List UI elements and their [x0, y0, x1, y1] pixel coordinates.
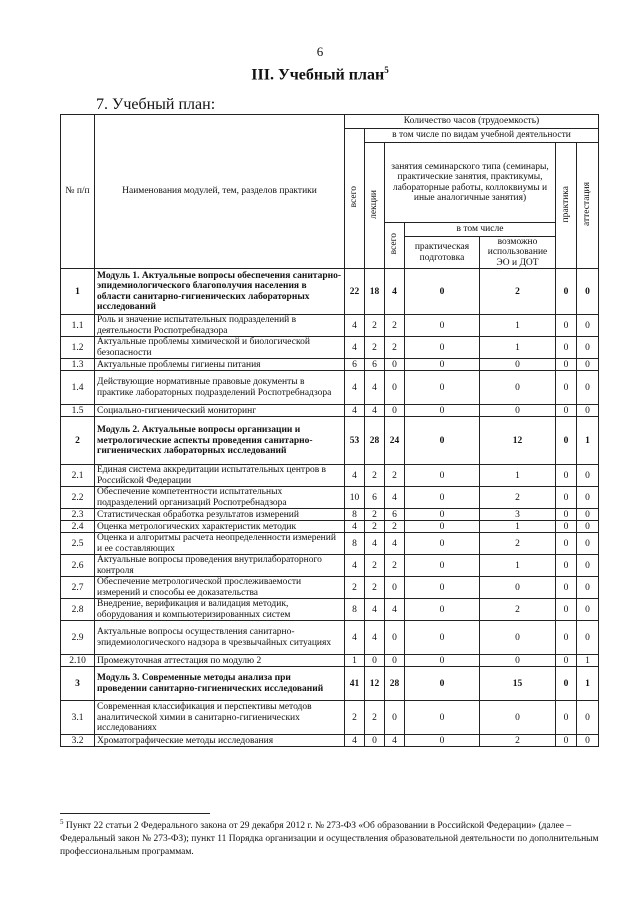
footnote-ref: 5	[60, 818, 64, 826]
plan-title: 7. Учебный план:	[96, 96, 216, 113]
row-num: 2.5	[61, 533, 95, 555]
table-row	[61, 509, 599, 521]
row-name: Современная классификация и перспективы методов аналитической химии в санитарно-гигиенических исследованиях	[95, 701, 345, 735]
row-seminar-total: 0	[385, 577, 405, 599]
table-row	[61, 521, 599, 533]
row-eo-dot: 2	[480, 735, 556, 747]
row-attestation: 0	[577, 533, 599, 555]
row-lectures: 4	[365, 405, 385, 417]
row-lectures: 18	[365, 269, 385, 315]
table-row	[61, 487, 599, 509]
row-seminar-total: 4	[385, 533, 405, 555]
row-practice: 0	[556, 577, 577, 599]
table-row	[61, 555, 599, 577]
header-hours: Количество часов (трудоемкость)	[345, 115, 599, 129]
header-attestation-text: аттестация	[582, 181, 593, 226]
row-attestation: 0	[577, 599, 599, 621]
row-name: Модуль 3. Современные методы анализа при проведении санитарно-гигиенических исследований	[95, 667, 345, 701]
row-eo-dot: 0	[480, 621, 556, 655]
row-seminar-total: 0	[385, 701, 405, 735]
section-title-text: III. Учебный план	[251, 66, 385, 84]
row-name: Единая система аккредитации испытательных центров в Российской Федерации	[95, 465, 345, 487]
row-practice: 0	[556, 533, 577, 555]
row-name: Промежуточная аттестация по модулю 2	[95, 655, 345, 667]
row-practice: 0	[556, 735, 577, 747]
row-seminar-total: 2	[385, 315, 405, 337]
row-practice: 0	[556, 315, 577, 337]
row-practical-training: 0	[405, 533, 480, 555]
row-practice: 0	[556, 599, 577, 621]
row-attestation: 1	[577, 417, 599, 465]
row-total: 2	[345, 701, 365, 735]
row-lectures: 2	[365, 701, 385, 735]
row-seminar-total: 2	[385, 521, 405, 533]
row-practice: 0	[556, 359, 577, 371]
header-seminar: занятия семинарского типа (семинары, практические занятия, практикумы, лабораторные работы, коллоквиумы и иные аналогичные занятия)	[385, 143, 556, 223]
row-lectures: 6	[365, 359, 385, 371]
row-name: Актуальные проблемы гигиены питания	[95, 359, 345, 371]
row-lectures: 0	[365, 655, 385, 667]
row-total: 4	[345, 371, 365, 405]
row-num: 2.9	[61, 621, 95, 655]
header-lectures-text: лекции	[369, 189, 380, 219]
row-eo-dot: 0	[480, 577, 556, 599]
row-lectures: 28	[365, 417, 385, 465]
row-attestation: 1	[577, 667, 599, 701]
row-lectures: 2	[365, 315, 385, 337]
row-lectures: 2	[365, 555, 385, 577]
row-eo-dot: 1	[480, 337, 556, 359]
row-practice: 0	[556, 405, 577, 417]
row-name: Оценка и алгоритмы расчета неопределенности измерений и ее составляющих	[95, 533, 345, 555]
row-name: Социально-гигиенический мониторинг	[95, 405, 345, 417]
row-seminar-total: 4	[385, 735, 405, 747]
row-eo-dot: 0	[480, 655, 556, 667]
row-eo-dot: 0	[480, 371, 556, 405]
row-lectures: 4	[365, 599, 385, 621]
row-name: Обеспечение метрологической прослеживаемости измерений и способы ее доказательства	[95, 577, 345, 599]
row-name: Действующие нормативные правовые документы в практике лабораторных подразделений Роспотребнадзора	[95, 371, 345, 405]
row-num: 3.2	[61, 735, 95, 747]
row-practical-training: 0	[405, 417, 480, 465]
row-practical-training: 0	[405, 555, 480, 577]
header-practical-training: практическая подготовка	[405, 237, 480, 269]
row-name: Роль и значение испытательных подразделений в деятельности Роспотребнадзора	[95, 315, 345, 337]
row-practical-training: 0	[405, 509, 480, 521]
row-attestation: 0	[577, 405, 599, 417]
row-practice: 0	[556, 371, 577, 405]
header-lectures	[365, 143, 385, 269]
footnote-text: Пункт 22 статьи 2 Федерального закона от 29 декабря 2012 г. № 273-ФЗ «Об образовании в Российской Федерации» (далее – Федеральный закон № 273-ФЗ); пункт 11 Порядка организации и осуществления образовательной деятельности по дополнительным профессиональным программам.	[60, 821, 599, 857]
row-lectures: 2	[365, 465, 385, 487]
row-total: 8	[345, 509, 365, 521]
row-num: 3	[61, 667, 95, 701]
header-by-type: в том числе по видам учебной деятельности	[365, 129, 599, 143]
row-lectures: 2	[365, 521, 385, 533]
row-total: 8	[345, 599, 365, 621]
row-num: 2.8	[61, 599, 95, 621]
row-num: 1.1	[61, 315, 95, 337]
row-practice: 0	[556, 337, 577, 359]
table-row	[61, 417, 599, 465]
row-attestation: 0	[577, 337, 599, 359]
row-practical-training: 0	[405, 487, 480, 509]
row-name: Актуальные проблемы химической и биологической безопасности	[95, 337, 345, 359]
row-total: 53	[345, 417, 365, 465]
row-practical-training: 0	[405, 667, 480, 701]
row-seminar-total: 2	[385, 465, 405, 487]
row-name: Статистическая обработка результатов измерений	[95, 509, 345, 521]
header-total	[345, 129, 365, 269]
table-row	[61, 701, 599, 735]
row-lectures: 4	[365, 371, 385, 405]
row-attestation: 0	[577, 621, 599, 655]
row-seminar-total: 2	[385, 337, 405, 359]
row-eo-dot: 2	[480, 269, 556, 315]
header-practice-text: практика	[560, 185, 571, 223]
row-num: 2.10	[61, 655, 95, 667]
row-practice: 0	[556, 555, 577, 577]
row-lectures: 6	[365, 487, 385, 509]
footnote-divider	[60, 813, 210, 814]
row-practical-training: 0	[405, 735, 480, 747]
row-total: 4	[345, 465, 365, 487]
row-seminar-total: 0	[385, 405, 405, 417]
row-attestation: 0	[577, 577, 599, 599]
row-practice: 0	[556, 621, 577, 655]
row-name: Модуль 2. Актуальные вопросы организации и метрологические аспекты проведения санитарно-гигиенических лабораторных исследований	[95, 417, 345, 465]
row-num: 2	[61, 417, 95, 465]
row-total: 1	[345, 655, 365, 667]
row-attestation: 0	[577, 735, 599, 747]
page-number: 6	[316, 44, 324, 59]
row-total: 8	[345, 533, 365, 555]
row-total: 4	[345, 555, 365, 577]
row-practical-training: 0	[405, 371, 480, 405]
row-practical-training: 0	[405, 655, 480, 667]
row-eo-dot: 1	[480, 555, 556, 577]
row-practical-training: 0	[405, 359, 480, 371]
table-row	[61, 337, 599, 359]
row-practice: 0	[556, 509, 577, 521]
row-name: Оценка метрологических характеристик методик	[95, 521, 345, 533]
row-num: 1.5	[61, 405, 95, 417]
row-name: Внедрение, верификация и валидация методик, оборудования и компьютеризированных систем	[95, 599, 345, 621]
row-name: Обеспечение компетентности испытательных подразделений организаций Роспотребнадзора	[95, 487, 345, 509]
row-seminar-total: 0	[385, 655, 405, 667]
table-row	[61, 577, 599, 599]
row-total: 22	[345, 269, 365, 315]
row-name: Хроматографические методы исследования	[95, 735, 345, 747]
row-total: 4	[345, 405, 365, 417]
row-seminar-total: 0	[385, 359, 405, 371]
row-num: 2.2	[61, 487, 95, 509]
row-attestation: 0	[577, 555, 599, 577]
row-seminar-total: 4	[385, 487, 405, 509]
row-eo-dot: 1	[480, 521, 556, 533]
row-eo-dot: 2	[480, 533, 556, 555]
row-total: 6	[345, 359, 365, 371]
table-row	[61, 315, 599, 337]
row-attestation: 0	[577, 521, 599, 533]
row-attestation: 1	[577, 655, 599, 667]
row-lectures: 2	[365, 337, 385, 359]
row-attestation: 0	[577, 487, 599, 509]
row-lectures: 2	[365, 509, 385, 521]
table-row	[61, 269, 599, 315]
header-including: в том числе	[405, 223, 556, 237]
row-seminar-total: 2	[385, 555, 405, 577]
row-total: 4	[345, 521, 365, 533]
table-row	[61, 655, 599, 667]
row-practical-training: 0	[405, 315, 480, 337]
table-row	[61, 405, 599, 417]
row-eo-dot: 2	[480, 599, 556, 621]
row-eo-dot: 3	[480, 509, 556, 521]
row-practice: 0	[556, 487, 577, 509]
table-row	[61, 621, 599, 655]
row-eo-dot: 1	[480, 465, 556, 487]
row-total: 41	[345, 667, 365, 701]
row-num: 2.4	[61, 521, 95, 533]
row-attestation: 0	[577, 269, 599, 315]
row-name: Модуль 1. Актуальные вопросы обеспечения санитарно-эпидемиологического благополучия населения в области санитарно-гигиенических лабораторных исследований	[95, 269, 345, 315]
table-row	[61, 735, 599, 747]
row-total: 2	[345, 577, 365, 599]
row-num: 1.2	[61, 337, 95, 359]
row-total: 4	[345, 621, 365, 655]
row-lectures: 12	[365, 667, 385, 701]
row-num: 3.1	[61, 701, 95, 735]
row-attestation: 0	[577, 465, 599, 487]
header-total-text: всего	[349, 186, 360, 208]
curriculum-table	[60, 114, 599, 747]
row-practical-training: 0	[405, 405, 480, 417]
row-name: Актуальные вопросы проведения внутрилабораторного контроля	[95, 555, 345, 577]
row-eo-dot: 0	[480, 701, 556, 735]
row-practice: 0	[556, 417, 577, 465]
row-num: 2.6	[61, 555, 95, 577]
table-row	[61, 465, 599, 487]
row-num: 1.3	[61, 359, 95, 371]
row-practice: 0	[556, 521, 577, 533]
row-num: 1.4	[61, 371, 95, 405]
row-practical-training: 0	[405, 465, 480, 487]
section-title-ref: 5	[384, 65, 389, 75]
row-practical-training: 0	[405, 577, 480, 599]
table-row	[61, 371, 599, 405]
header-practice	[556, 143, 577, 269]
row-total: 4	[345, 315, 365, 337]
row-lectures: 2	[365, 577, 385, 599]
row-practical-training: 0	[405, 621, 480, 655]
row-eo-dot: 2	[480, 487, 556, 509]
row-seminar-total: 0	[385, 371, 405, 405]
row-attestation: 0	[577, 359, 599, 371]
row-seminar-total: 4	[385, 599, 405, 621]
row-seminar-total: 28	[385, 667, 405, 701]
table-row	[61, 533, 599, 555]
header-num: № п/п	[61, 115, 95, 269]
row-lectures: 4	[365, 533, 385, 555]
row-seminar-total: 4	[385, 269, 405, 315]
row-attestation: 0	[577, 315, 599, 337]
row-seminar-total: 6	[385, 509, 405, 521]
row-practice: 0	[556, 465, 577, 487]
row-name: Актуальные вопросы осуществления санитарно-эпидемиологического надзора в чрезвычайных ситуациях	[95, 621, 345, 655]
row-lectures: 4	[365, 621, 385, 655]
row-practical-training: 0	[405, 269, 480, 315]
header-attestation	[577, 143, 599, 269]
table-row	[61, 599, 599, 621]
row-practice: 0	[556, 701, 577, 735]
row-practical-training: 0	[405, 337, 480, 359]
row-seminar-total: 0	[385, 621, 405, 655]
footnote	[60, 818, 620, 859]
row-lectures: 0	[365, 735, 385, 747]
header-eo-dot: возможно использование ЭО и ДОТ	[480, 237, 556, 269]
row-attestation: 0	[577, 509, 599, 521]
row-num: 1	[61, 269, 95, 315]
row-practical-training: 0	[405, 599, 480, 621]
row-practice: 0	[556, 655, 577, 667]
row-total: 10	[345, 487, 365, 509]
row-eo-dot: 0	[480, 359, 556, 371]
row-seminar-total: 24	[385, 417, 405, 465]
row-eo-dot: 1	[480, 315, 556, 337]
row-practical-training: 0	[405, 521, 480, 533]
header-seminar-total	[385, 223, 405, 269]
table-row	[61, 667, 599, 701]
row-total: 4	[345, 735, 365, 747]
row-attestation: 0	[577, 701, 599, 735]
row-practice: 0	[556, 667, 577, 701]
row-num: 2.1	[61, 465, 95, 487]
header-seminar-total-text: всего	[389, 233, 400, 255]
row-attestation: 0	[577, 371, 599, 405]
table-body	[61, 115, 599, 747]
table-row	[61, 359, 599, 371]
row-total: 4	[345, 337, 365, 359]
row-eo-dot: 12	[480, 417, 556, 465]
row-practical-training: 0	[405, 701, 480, 735]
row-eo-dot: 15	[480, 667, 556, 701]
row-num: 2.3	[61, 509, 95, 521]
row-practice: 0	[556, 269, 577, 315]
row-num: 2.7	[61, 577, 95, 599]
row-eo-dot: 0	[480, 405, 556, 417]
section-title	[0, 65, 640, 84]
header-name: Наименования модулей, тем, разделов практики	[95, 115, 345, 269]
